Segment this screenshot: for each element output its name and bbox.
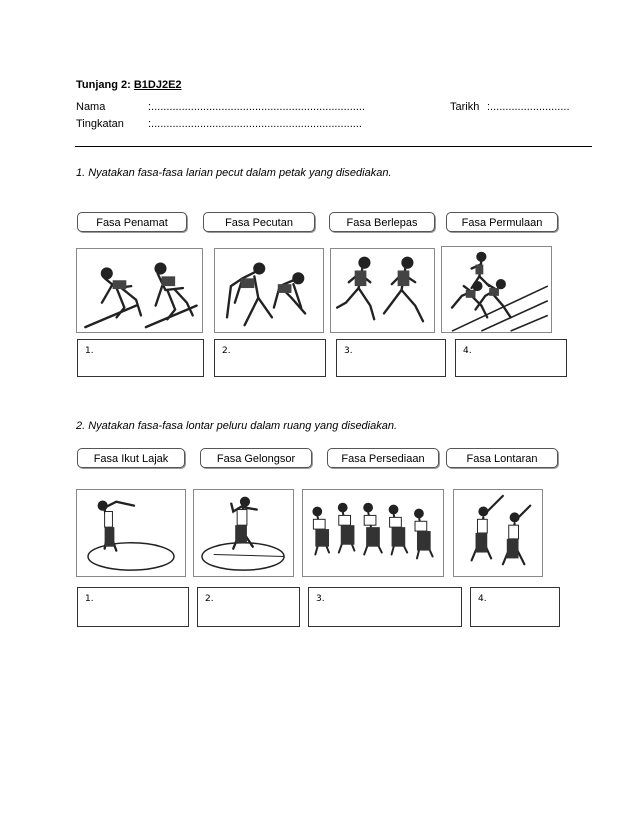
shotput-image-preparation bbox=[302, 489, 444, 577]
answer-number: 3. bbox=[316, 594, 325, 604]
option-fasa-gelongsor[interactable]: Fasa Gelongsor bbox=[200, 448, 312, 468]
question-1: 1. Nyatakan fasa-fasa larian pecut dalam petak yang disediakan. bbox=[76, 167, 392, 179]
tarikh-field[interactable]: :.......................... bbox=[487, 101, 570, 113]
header-divider bbox=[75, 146, 592, 147]
sprint-image-running bbox=[330, 248, 435, 333]
nama-label: Nama bbox=[76, 101, 106, 113]
sprint-figure-run-icon bbox=[331, 249, 434, 332]
answer-number: 2. bbox=[205, 594, 214, 604]
answer-number: 4. bbox=[463, 346, 472, 356]
shotput-image-throw bbox=[453, 489, 543, 577]
answer-box-2-1[interactable] bbox=[77, 587, 189, 627]
sprint-image-finish bbox=[441, 246, 552, 333]
answer-box-1-2[interactable] bbox=[214, 339, 326, 377]
option-fasa-permulaan[interactable]: Fasa Permulaan bbox=[446, 212, 558, 232]
answer-box-2-2[interactable] bbox=[197, 587, 300, 627]
sprint-figure-finish-icon bbox=[442, 247, 551, 332]
answer-box-2-3[interactable] bbox=[308, 587, 462, 627]
answer-box-1-3[interactable] bbox=[336, 339, 446, 377]
tingkatan-field[interactable]: :..................................................................... bbox=[148, 118, 362, 130]
answer-number: 4. bbox=[478, 594, 487, 604]
sprint-figure-crouch-icon bbox=[77, 249, 202, 332]
answer-box-2-4[interactable] bbox=[470, 587, 560, 627]
worksheet-title bbox=[76, 79, 182, 92]
answer-box-1-1[interactable] bbox=[77, 339, 204, 377]
option-fasa-berlepas[interactable]: Fasa Berlepas bbox=[329, 212, 435, 232]
question-2: 2. Nyatakan fasa-fasa lontar peluru dalam ruang yang disediakan. bbox=[76, 420, 398, 432]
option-fasa-ikut-lajak[interactable]: Fasa Ikut Lajak bbox=[77, 448, 185, 468]
sprint-image-set-position bbox=[214, 248, 324, 333]
title-code: B1DJ2E2 bbox=[133, 79, 182, 91]
answer-box-1-4[interactable] bbox=[455, 339, 567, 377]
title-prefix: Tunjang 2: bbox=[76, 79, 134, 91]
shotput-figure-prep-icon bbox=[303, 490, 443, 576]
option-fasa-persediaan[interactable]: Fasa Persediaan bbox=[327, 448, 439, 468]
shotput-figure-throw-icon bbox=[454, 490, 542, 576]
answer-number: 1. bbox=[85, 346, 94, 356]
option-fasa-penamat[interactable]: Fasa Penamat bbox=[77, 212, 187, 232]
shotput-figure-follow-icon bbox=[77, 490, 185, 576]
tingkatan-label: Tingkatan bbox=[76, 118, 124, 130]
answer-number: 3. bbox=[344, 346, 353, 356]
shotput-image-follow-through bbox=[76, 489, 186, 577]
sprint-image-crouch-start bbox=[76, 248, 203, 333]
sprint-figure-set-icon bbox=[215, 249, 323, 332]
answer-number: 2. bbox=[222, 346, 231, 356]
nama-field[interactable]: :...................................................................... bbox=[148, 101, 365, 113]
answer-number: 1. bbox=[85, 594, 94, 604]
option-fasa-pecutan[interactable]: Fasa Pecutan bbox=[203, 212, 315, 232]
shotput-image-glide bbox=[193, 489, 294, 577]
option-fasa-lontaran[interactable]: Fasa Lontaran bbox=[446, 448, 558, 468]
tarikh-label: Tarikh bbox=[450, 101, 480, 113]
shotput-figure-glide-icon bbox=[194, 490, 293, 576]
